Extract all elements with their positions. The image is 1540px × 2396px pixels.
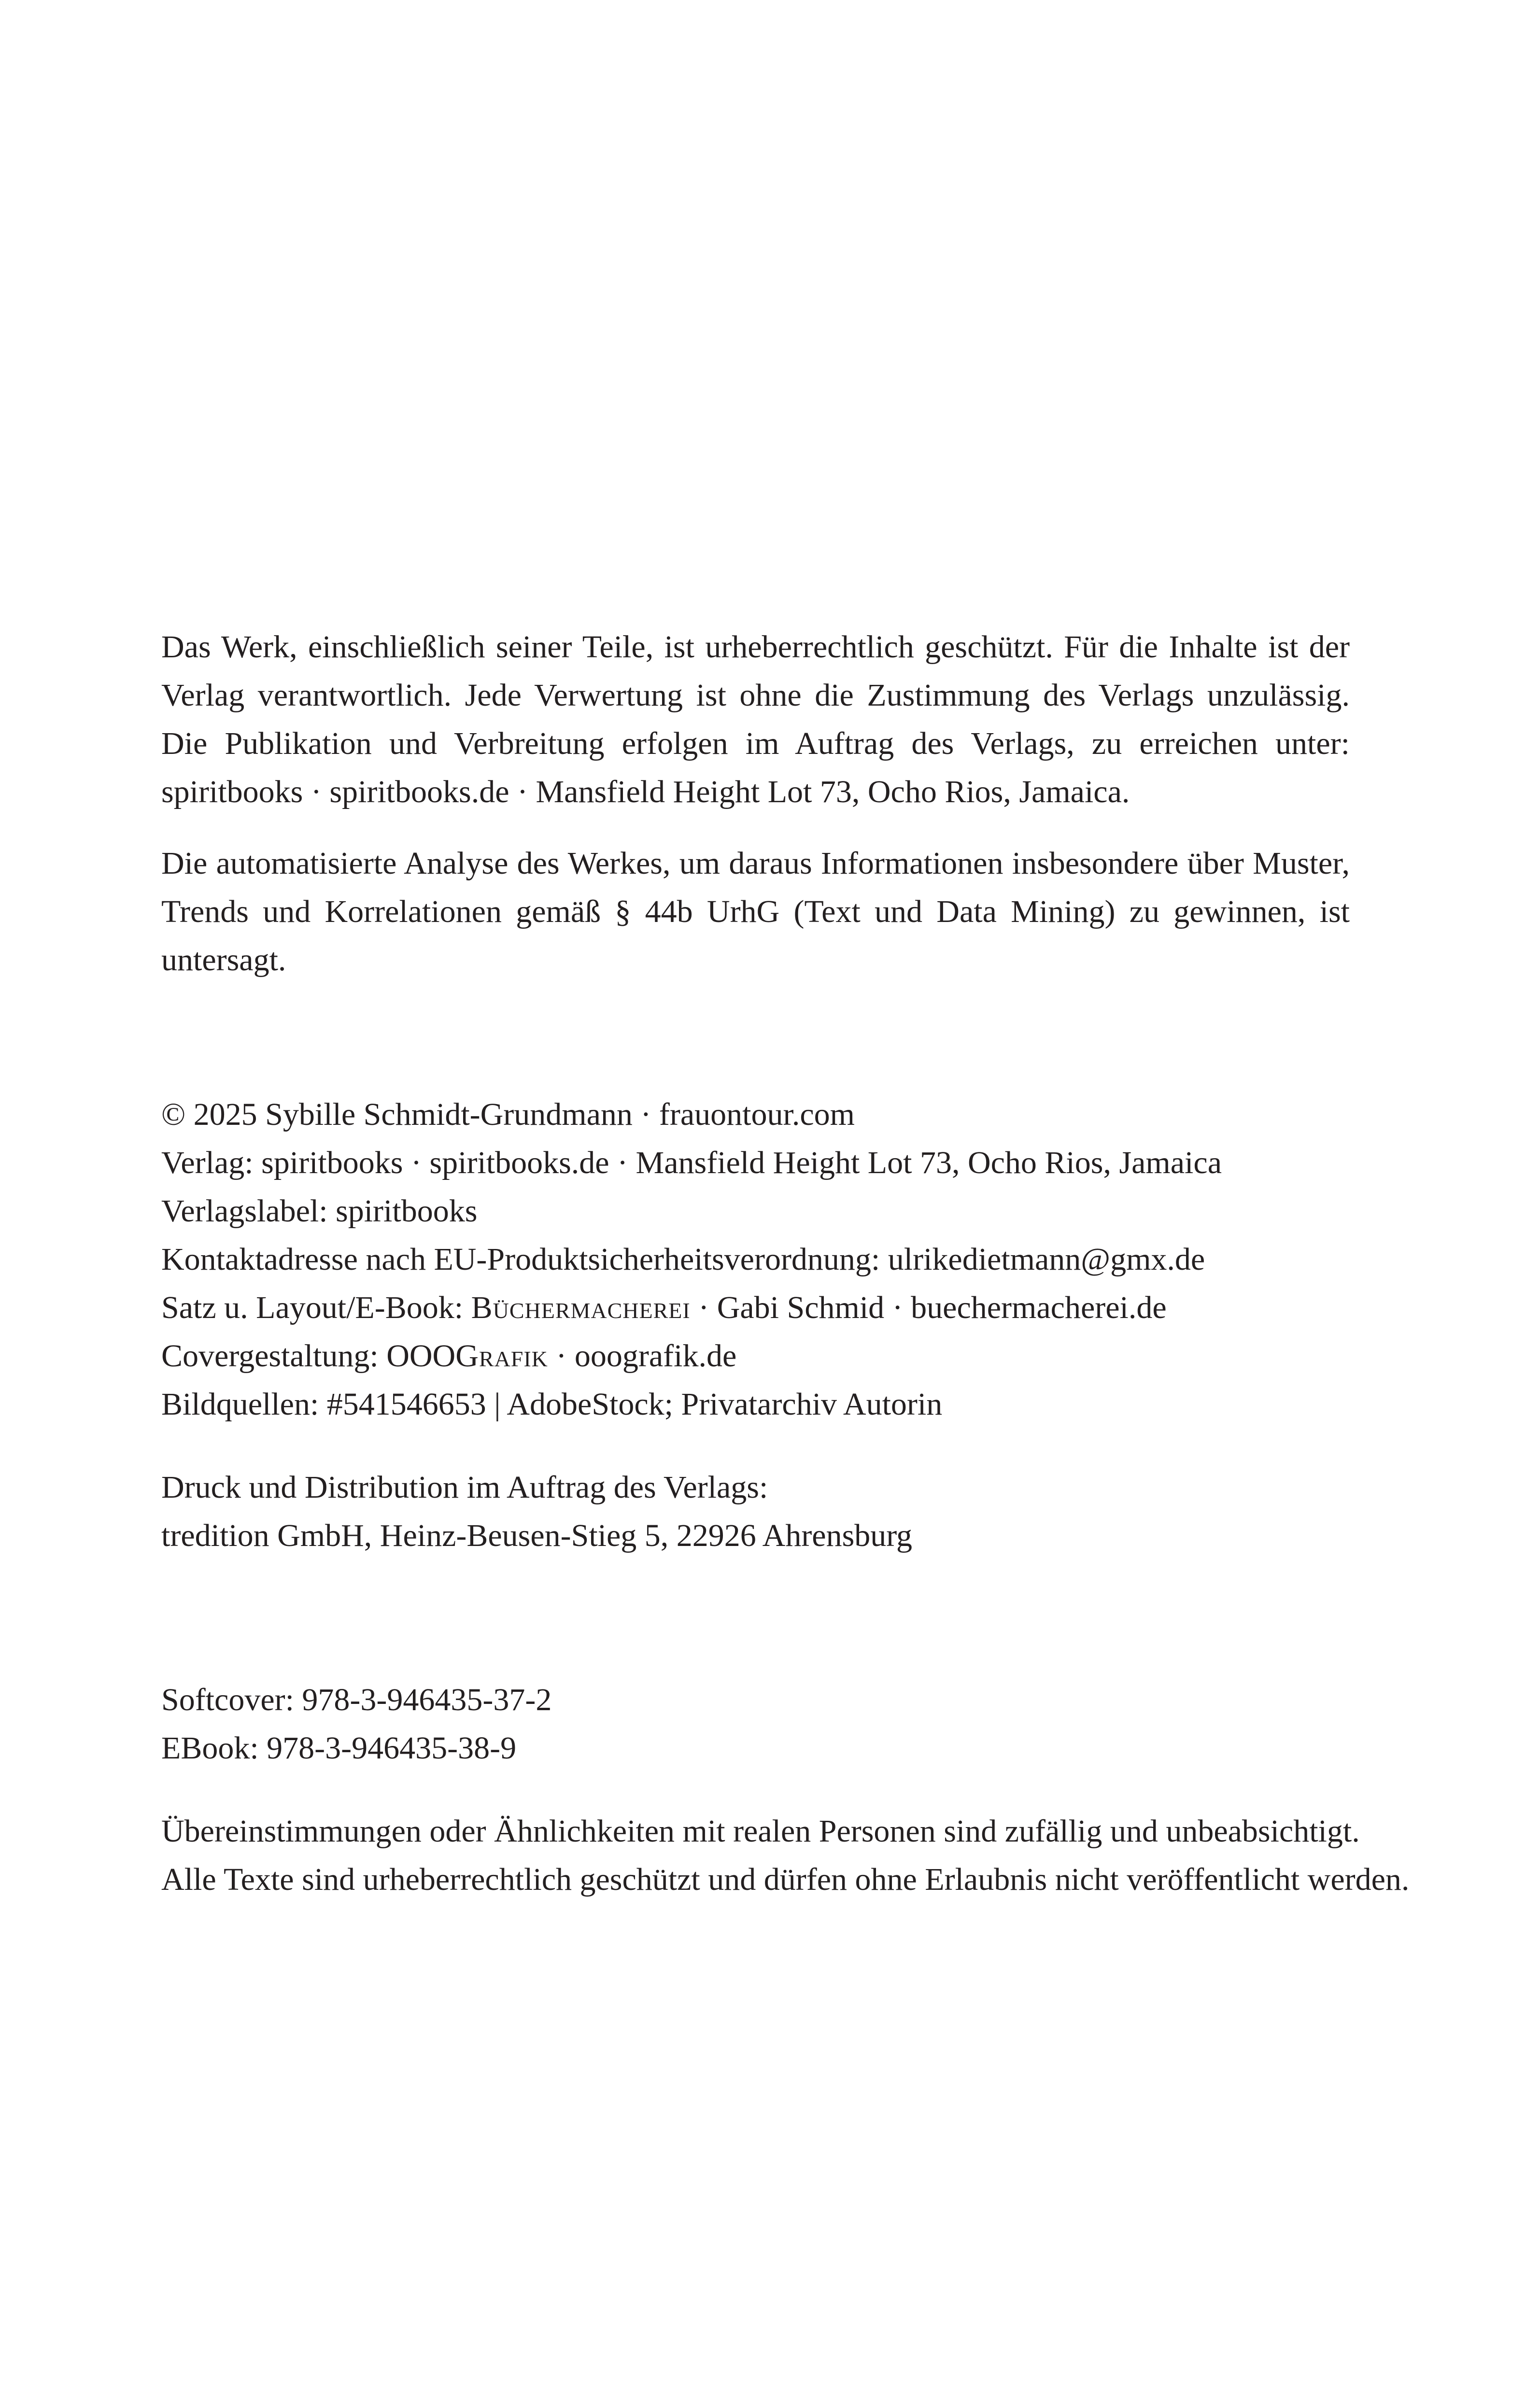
print-distribution-heading: Druck und Distribution im Auftrag des Verlags:	[161, 1470, 768, 1505]
disclaimer-block	[161, 1807, 1410, 1904]
layout-credit-line	[161, 1284, 1350, 1332]
contact-line: Kontaktadresse nach EU-Produktsicherheitsverordnung: ulrikedietmann@gmx.de	[161, 1242, 1205, 1277]
print-distribution-address: tredition GmbH, Heinz-Beusen-Stieg 5, 22926 Ahrensburg	[161, 1518, 913, 1553]
copyright-notice-paragraph: Das Werk, einschließlich seiner Teile, ist urheberrechtlich geschützt. Für die Inhalte ist der Verlag verantwortlich. Jede Verwertung ist ohne die Zustimmung des Verlags unzulässig. Die Publikation und Verbreitung erfolgen im Auftrag des Verlags, zu erreichen unter: spiritbooks · spiritbooks.de · Mansfield Height Lot 73, Ocho Rios, Jamaica.	[161, 629, 1350, 809]
isbn-block	[161, 1676, 1350, 1772]
spacer	[161, 816, 1350, 839]
layout-credit-prefix: Satz u. Layout/E-Book:	[161, 1290, 471, 1325]
spacer	[161, 1429, 1350, 1463]
isbn-softcover: Softcover: 978-3-946435-37-2	[161, 1682, 552, 1717]
cover-credit-prefix: Covergestaltung: OOO	[161, 1338, 456, 1374]
disclaimer-line-2: Alle Texte sind urheberrechtlich geschützt und dürfen ohne Erlaubnis nicht veröffentlicht werden.	[161, 1862, 1410, 1897]
layout-studio-name: Büchermacherei	[471, 1290, 691, 1325]
spacer	[161, 984, 1350, 1091]
text-data-mining-notice: Die automatisierte Analyse des Werkes, um daraus Informationen insbesondere über Muster, Trends und Korrelationen gemäß § 44b UrhG (Text und Data Mining) zu gewinnen, ist untersagt.	[161, 846, 1350, 978]
cover-credit-line	[161, 1332, 1350, 1380]
cover-studio-name: Grafik	[455, 1338, 548, 1374]
disclaimer-line-1: Übereinstimmungen oder Ähnlichkeiten mit realen Personen sind zufällig und unbeabsichtigt.	[161, 1814, 1360, 1849]
publisher-label-line: Verlagslabel: spiritbooks	[161, 1193, 478, 1229]
cover-credit-suffix: · ooografik.de	[548, 1338, 737, 1374]
publisher-line: Verlag: spiritbooks · spiritbooks.de · Mansfield Height Lot 73, Ocho Rios, Jamaica	[161, 1145, 1222, 1180]
spacer	[161, 1772, 1350, 1807]
image-sources-line: Bildquellen: #541546653 | AdobeStock; Privatarchiv Autorin	[161, 1387, 943, 1422]
copyright-line: © 2025 Sybille Schmidt-Grundmann · frauontour.com	[161, 1097, 855, 1132]
isbn-ebook: EBook: 978-3-946435-38-9	[161, 1730, 517, 1766]
print-distribution-block	[161, 1463, 1350, 1560]
layout-credit-suffix: · Gabi Schmid · buechermacherei.de	[690, 1290, 1167, 1325]
imprint-page	[161, 623, 1410, 1904]
spacer	[161, 1560, 1350, 1676]
credits-block	[161, 1091, 1350, 1429]
